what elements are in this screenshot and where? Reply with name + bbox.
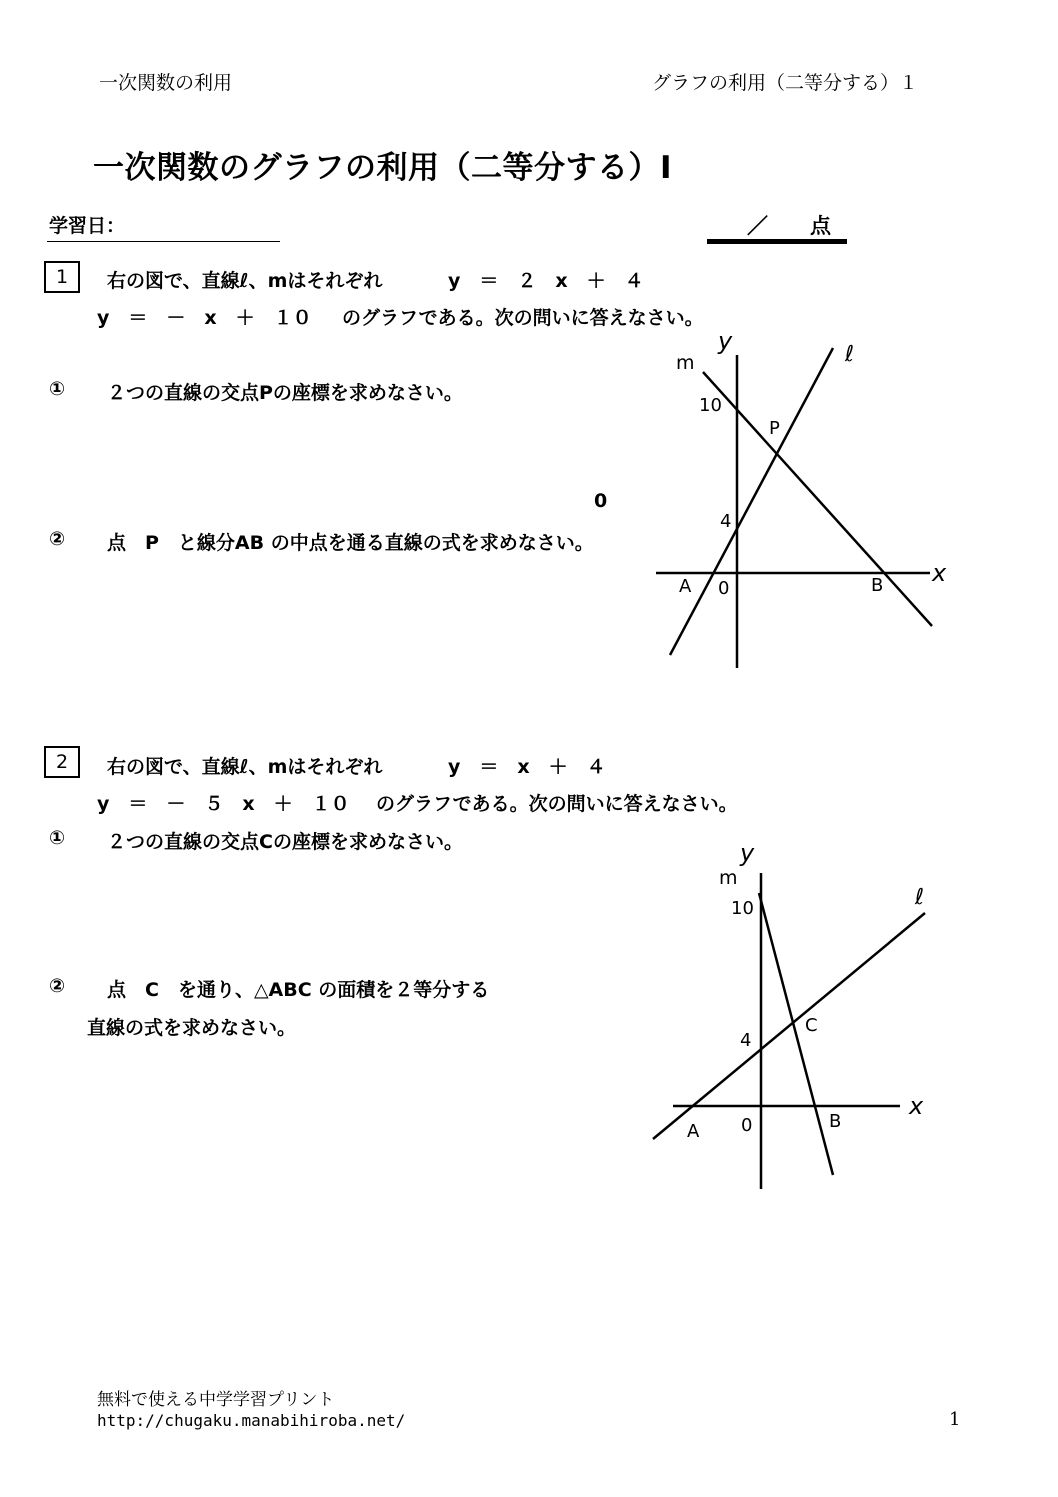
problem2-q2-mark: ②	[49, 975, 66, 997]
problem2-eq2: y ＝ － ５ x ＋ １０	[97, 793, 350, 815]
problem1-x-label: x	[932, 559, 947, 587]
problem2-x-label: x	[909, 1092, 924, 1120]
problem2-m-label: m	[719, 867, 738, 889]
problem2-a-label: A	[687, 1121, 700, 1142]
problem1-four-label: 4	[720, 511, 732, 532]
problem1-q2-mark: ②	[49, 528, 66, 550]
problem1-eq2: y ＝ － x ＋ １０	[97, 307, 312, 329]
problem1-number: 1	[55, 266, 69, 288]
problem2-q1-mark: ①	[49, 827, 66, 849]
footer-page-number: 1	[949, 1409, 961, 1430]
problem1-q1-mark: ①	[49, 378, 66, 400]
problem2-c-label: C	[805, 1015, 818, 1036]
problem2-q2-text-line1: 点 C を通り、△ABC の面積を２等分する	[107, 979, 490, 1001]
problem1-a-label: A	[679, 576, 692, 597]
problem1-b-label: B	[871, 575, 884, 596]
header-right: グラフの利用（二等分する）１	[652, 72, 919, 94]
problem2-eq1: y ＝ x ＋ ４	[448, 756, 606, 778]
problem1-intro: 右の図で、直線ℓ、mはそれぞれ	[107, 270, 383, 292]
study-date-label: 学習日：	[49, 215, 126, 237]
problem1-q1-text: ２つの直線の交点Pの座標を求めなさい。	[107, 382, 463, 404]
footer-site-name: 無料で使える中学学習プリント	[97, 1390, 335, 1410]
problem2-l-label: ℓ	[915, 885, 925, 910]
problem1-y-label: y	[718, 327, 733, 355]
problem1-m-label: m	[676, 352, 695, 374]
score-underline	[707, 239, 847, 244]
problem1-stray-zero: 0	[594, 490, 608, 512]
problem1-ten-label: 10	[699, 395, 722, 416]
problem2-q1-text: ２つの直線の交点Cの座標を求めなさい。	[107, 831, 463, 853]
problem2-b-label: B	[829, 1111, 842, 1132]
problem2-ten-label: 10	[731, 898, 754, 919]
score-label: ／ 点	[747, 214, 831, 238]
problem2-origin-label: 0	[741, 1115, 753, 1136]
page-title: 一次関数のグラフの利用（二等分する）Ⅰ	[93, 150, 673, 186]
study-date-underline	[47, 241, 280, 242]
problem2-graph	[640, 835, 960, 1195]
problem1-origin-label: 0	[718, 578, 730, 599]
footer-url: http://chugaku.manabihiroba.net/	[97, 1411, 406, 1430]
problem2-line-m	[759, 893, 833, 1175]
problem2-q2-text-line2: 直線の式を求めなさい。	[87, 1017, 297, 1039]
problem2-intro: 右の図で、直線ℓ、mはそれぞれ	[107, 756, 383, 778]
problem2-number-box	[44, 746, 80, 778]
problem1-eq1: y ＝ ２ x ＋ ４	[448, 270, 644, 292]
problem1-line-l	[670, 348, 833, 655]
problem2-number: 2	[55, 751, 69, 773]
problem1-number-box	[44, 261, 80, 293]
problem2-y-label: y	[740, 839, 755, 867]
problem1-q2-text: 点 P と線分AB の中点を通る直線の式を求めなさい。	[107, 532, 594, 554]
problem1-p-label: P	[769, 418, 780, 439]
problem1-l-label: ℓ	[845, 342, 855, 367]
problem2-four-label: 4	[740, 1030, 752, 1051]
problem2-intro-suffix: のグラフである。次の問いに答えなさい。	[376, 793, 738, 815]
problem1-graph	[640, 325, 960, 675]
problem1-intro-suffix: のグラフである。次の問いに答えなさい。	[342, 307, 704, 329]
header-left: 一次関数の利用	[99, 72, 233, 94]
